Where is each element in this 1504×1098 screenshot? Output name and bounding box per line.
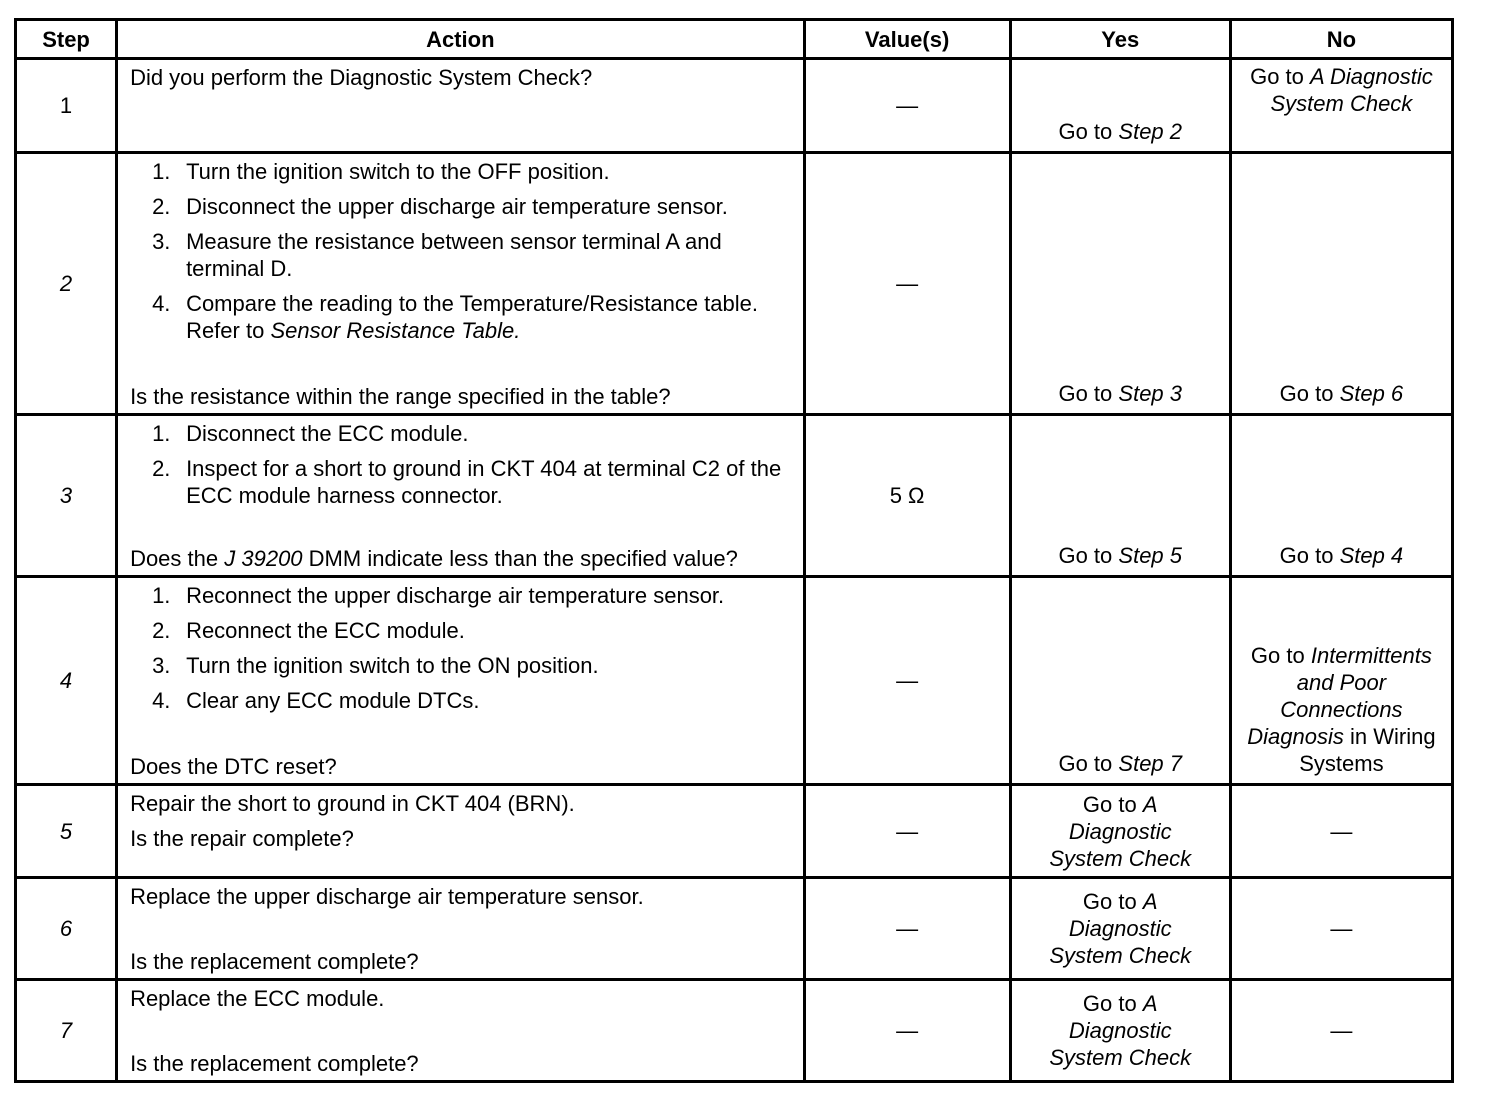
action-cell xyxy=(117,785,804,878)
table-row xyxy=(16,980,1453,1082)
no-text: — xyxy=(1330,818,1353,844)
step-number: 4 xyxy=(16,577,117,785)
table-row xyxy=(16,59,1453,153)
action-question: Did you perform the Diagnostic System Check? xyxy=(130,65,593,90)
table-row xyxy=(16,577,1453,785)
no-link[interactable]: Step 6 xyxy=(1339,381,1404,406)
yes-cell: Go to A Diagnostic System Check xyxy=(1010,878,1230,980)
value-text: — xyxy=(896,93,919,118)
action-step: 4. Clear any ECC module DTCs. xyxy=(152,688,480,713)
step-number: 5 xyxy=(16,785,117,878)
value-text: — xyxy=(896,668,919,693)
action-cell xyxy=(117,59,804,153)
value-cell xyxy=(804,878,1010,980)
yes-link[interactable]: A Diagnostic System Check xyxy=(1049,991,1192,1070)
header-action: Action xyxy=(117,20,804,59)
step-number: 3 xyxy=(16,415,117,577)
yes-cell: Go to Step 5 xyxy=(1010,415,1230,577)
value-text: — xyxy=(896,271,919,296)
no-link[interactable]: A Diagnostic System Check xyxy=(1270,64,1433,116)
table-row xyxy=(16,878,1453,980)
header-values: Value(s) xyxy=(804,20,1010,59)
value-cell xyxy=(804,980,1010,1082)
action-step: 4. Compare the reading to the Temperature/Resistance table. Refer to Sensor Resistance Table. xyxy=(152,291,758,343)
yes-link[interactable]: Step 5 xyxy=(1118,543,1183,568)
action-step: 3. Measure the resistance between sensor terminal A and terminal D. xyxy=(152,229,722,281)
yes-cell: Go to Step 7 xyxy=(1010,577,1230,785)
action-step: 1. Turn the ignition switch to the OFF position. xyxy=(152,159,610,184)
action-steps xyxy=(130,582,792,722)
value-text: — xyxy=(896,916,919,941)
value-cell xyxy=(804,153,1010,415)
header-step: Step xyxy=(16,20,117,59)
action-step: 2. Inspect for a short to ground in CKT 404 at terminal C2 of the ECC module harness connector. xyxy=(152,456,782,508)
action-question: Does the DTC reset? xyxy=(130,754,337,779)
value-cell xyxy=(804,59,1010,153)
yes-link[interactable]: A Diagnostic System Check xyxy=(1049,791,1192,871)
action-step: 1. Disconnect the ECC module. xyxy=(152,421,469,446)
action-steps xyxy=(130,158,792,352)
action-question: Is the resistance within the range specified in the table? xyxy=(130,384,671,409)
action-statement: Repair the short to ground in CKT 404 (BRN). xyxy=(130,791,575,816)
yes-link[interactable]: A Diagnostic System Check xyxy=(1049,889,1192,968)
step-number: 7 xyxy=(16,980,117,1082)
header-yes: Yes xyxy=(1010,20,1230,59)
table-row xyxy=(16,785,1453,878)
value-cell xyxy=(804,415,1010,577)
yes-cell: Go to A Diagnostic System Check xyxy=(1010,980,1230,1082)
action-cell xyxy=(117,153,804,415)
table-row xyxy=(16,153,1453,415)
action-question: Is the replacement complete? xyxy=(130,949,419,974)
no-link[interactable]: Intermittents and Poor Connections Diagnosis xyxy=(1247,643,1432,749)
action-steps xyxy=(130,420,792,517)
yes-cell: Go to Step 2 xyxy=(1010,59,1230,153)
action-cell xyxy=(117,577,804,785)
action-question: Is the repair complete? xyxy=(130,826,354,851)
action-question: Does the J 39200 DMM indicate less than the specified value? xyxy=(130,546,738,571)
diagnostic-table xyxy=(14,18,1454,1083)
action-cell xyxy=(117,980,804,1082)
table-row xyxy=(16,415,1453,577)
no-cell: Go to Step 4 xyxy=(1230,415,1452,577)
yes-cell: Go to Step 3 xyxy=(1010,153,1230,415)
no-cell xyxy=(1230,980,1452,1082)
no-cell xyxy=(1230,785,1452,878)
header-no: No xyxy=(1230,20,1452,59)
action-step: 2. Disconnect the upper discharge air temperature sensor. xyxy=(152,194,728,219)
header-row xyxy=(16,20,1453,59)
step-number: 2 xyxy=(16,153,117,415)
action-cell xyxy=(117,415,804,577)
tool-reference: J 39200 xyxy=(224,546,303,571)
value-cell xyxy=(804,785,1010,878)
action-question: Is the replacement complete? xyxy=(130,1051,419,1076)
no-cell: Go to Step 6 xyxy=(1230,153,1452,415)
value-text: — xyxy=(896,1018,919,1043)
no-link[interactable]: Step 4 xyxy=(1339,543,1404,568)
step-number: 6 xyxy=(16,878,117,980)
no-cell: Go to A Diagnostic System Check xyxy=(1230,59,1452,153)
no-text: — xyxy=(1330,916,1353,941)
no-cell: Go to Intermittents and Poor Connections Diagnosis in Wiring Systems xyxy=(1230,577,1452,785)
action-cell xyxy=(117,878,804,980)
yes-link[interactable]: Step 7 xyxy=(1118,751,1183,776)
action-statement: Replace the upper discharge air temperature sensor. xyxy=(130,884,644,909)
yes-cell: Go to A Diagnostic System Check xyxy=(1010,785,1230,878)
value-cell xyxy=(804,577,1010,785)
step-number: 1 xyxy=(16,59,117,153)
value-text: — xyxy=(896,818,919,844)
action-step: 2. Reconnect the ECC module. xyxy=(152,618,465,643)
value-text: 5 Ω xyxy=(889,483,925,508)
no-cell xyxy=(1230,878,1452,980)
no-text: — xyxy=(1330,1018,1353,1043)
yes-link[interactable]: Step 3 xyxy=(1118,381,1183,406)
action-statement: Replace the ECC module. xyxy=(130,986,385,1011)
action-step: 3. Turn the ignition switch to the ON position. xyxy=(152,653,599,678)
reference-link[interactable]: Sensor Resistance Table. xyxy=(270,318,521,343)
action-step: 1. Reconnect the upper discharge air temperature sensor. xyxy=(152,583,725,608)
yes-link[interactable]: Step 2 xyxy=(1118,119,1183,144)
